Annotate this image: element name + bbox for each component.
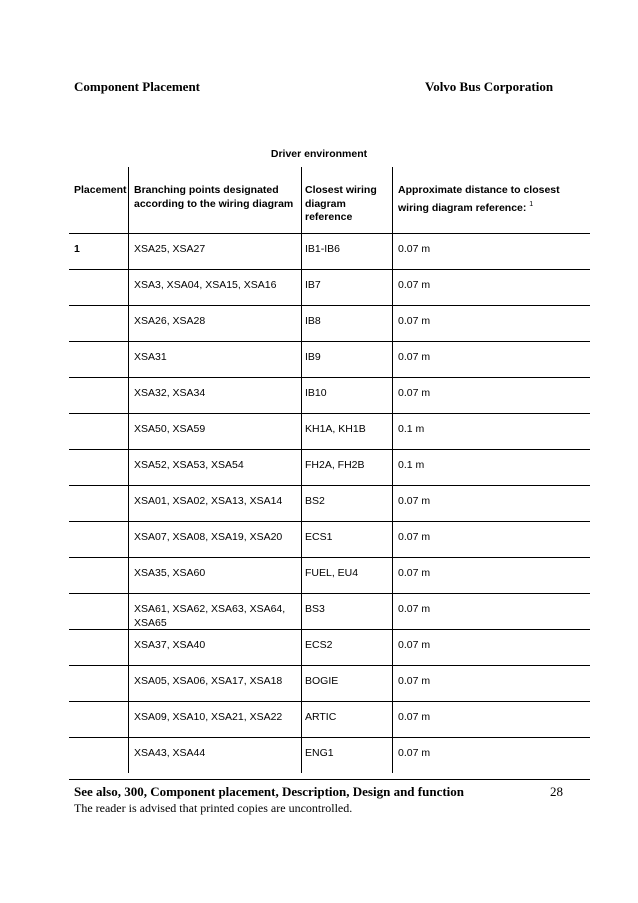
table-cell: 0.07 m: [398, 351, 431, 363]
table-cell: 0.07 m: [398, 639, 431, 651]
footer-divider: [69, 779, 590, 780]
column-header-label: Placement: [74, 184, 127, 196]
column-header: [398, 184, 584, 215]
table-cell: XSA01, XSA02, XSA13, XSA14: [134, 495, 283, 507]
row-divider: [69, 233, 590, 234]
table-cell: XSA09, XSA10, XSA21, XSA22: [134, 711, 283, 723]
table-cell: XSA3, XSA04, XSA15, XSA16: [134, 279, 277, 291]
table-cell: 0.1 m: [398, 423, 425, 435]
footer-note: The reader is advised that printed copies are uncontrolled.: [74, 801, 353, 815]
table-cell: XSA50, XSA59: [134, 423, 206, 435]
table-cell: XSA37, XSA40: [134, 639, 206, 651]
table-cell: IB1-IB6: [305, 243, 341, 255]
table-cell: ENG1: [305, 747, 334, 759]
table-cell: XSA26, XSA28: [134, 315, 206, 327]
table-cell: FUEL, EU4: [305, 567, 359, 579]
row-divider: [69, 449, 590, 450]
header-right: Volvo Bus Corporation: [425, 79, 554, 94]
footnote-marker: 1: [529, 200, 534, 208]
column-divider: [128, 167, 129, 773]
table-cell: XSA43, XSA44: [134, 747, 206, 759]
row-divider: [69, 269, 590, 270]
footer-title: See also, 300, Component placement, Description, Design and function: [74, 784, 465, 799]
table-cell: IB7: [305, 279, 321, 291]
table-cell: 0.07 m: [398, 747, 431, 759]
table-cell: IB8: [305, 315, 321, 327]
table-cell: BOGIE: [305, 675, 339, 687]
table-cell: XSA32, XSA34: [134, 387, 206, 399]
table-cell: KH1A, KH1B: [305, 423, 366, 435]
row-divider: [69, 305, 590, 306]
table-cell: XSA25, XSA27: [134, 243, 206, 255]
column-divider: [301, 167, 302, 773]
table-cell: ARTIC: [305, 711, 337, 723]
row-divider: [69, 665, 590, 666]
row-divider: [69, 593, 590, 594]
row-divider: [69, 485, 590, 486]
table-cell: 0.07 m: [398, 603, 431, 615]
table-cell: IB10: [305, 387, 327, 399]
row-divider: [69, 341, 590, 342]
column-header-label: Approximate distance to closest wiring diagram reference:: [398, 184, 560, 214]
table-cell: XSA52, XSA53, XSA54: [134, 459, 244, 471]
table-cell: IB9: [305, 351, 321, 363]
table-cell: 0.07 m: [398, 531, 431, 543]
table-cell: 0.07 m: [398, 243, 431, 255]
table-cell: 0.07 m: [398, 315, 431, 327]
column-header: [305, 184, 386, 225]
table-cell: XSA05, XSA06, XSA17, XSA18: [134, 675, 283, 687]
table-cell: 0.07 m: [398, 567, 431, 579]
row-divider: [69, 413, 590, 414]
column-header: [134, 184, 295, 211]
table-cell: BS3: [305, 603, 325, 615]
page-number: 28: [550, 784, 563, 799]
table-cell: FH2A, FH2B: [305, 459, 365, 471]
table-cell: 0.07 m: [398, 279, 431, 291]
table-title: Driver environment: [270, 148, 368, 160]
table-cell: XSA61, XSA62, XSA63, XSA64, XSA65: [134, 603, 286, 629]
row-divider: [69, 557, 590, 558]
table-cell: BS2: [305, 495, 325, 507]
header-left: Component Placement: [74, 79, 201, 94]
row-divider: [69, 701, 590, 702]
table-cell: ECS2: [305, 639, 333, 651]
table-cell: 1: [74, 243, 80, 255]
table-cell: 0.1 m: [398, 459, 425, 471]
column-divider: [392, 167, 393, 773]
table-cell: XSA07, XSA08, XSA19, XSA20: [134, 531, 283, 543]
table-cell: 0.07 m: [398, 675, 431, 687]
table-cell: XSA31: [134, 351, 167, 363]
table-cell: 0.07 m: [398, 387, 431, 399]
table-cell: ECS1: [305, 531, 333, 543]
table-cell: 0.07 m: [398, 711, 431, 723]
column-header-label: Branching points designated according to the wiring diagram: [134, 184, 294, 210]
row-divider: [69, 737, 590, 738]
table-cell: 0.07 m: [398, 495, 431, 507]
column-header-label: Closest wiring diagram reference: [305, 184, 377, 223]
row-divider: [69, 377, 590, 378]
column-header: [74, 184, 127, 198]
table-cell: XSA35, XSA60: [134, 567, 206, 579]
row-divider: [69, 521, 590, 522]
